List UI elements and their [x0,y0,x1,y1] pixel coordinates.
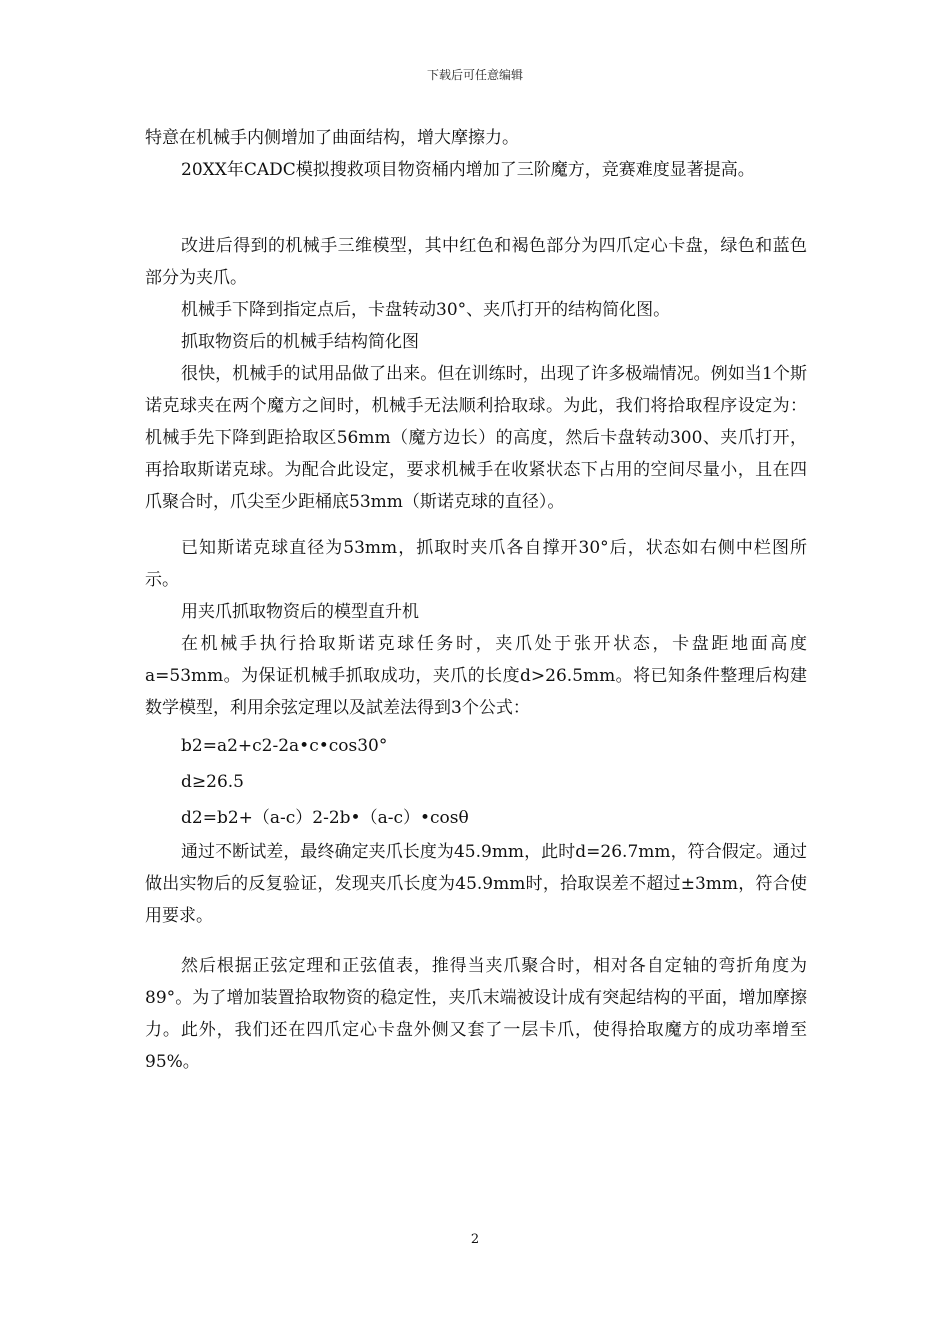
figure-caption-1: 机械手下降到指定点后，卡盘转动30°、夹爪打开的结构简化图。 [181,300,671,320]
paragraph-1: 特意在机械手内侧增加了曲面结构，增大摩擦力。 [145,128,519,148]
paragraph-6: 在机械手执行拾取斯诺克球任务时，夹爪处于张开状态，卡盘距地面高度a=53mm。为保证机械手抓取成功，夹爪的长度d>26.5mm。将已知条件整理后构建数学模型，利用余弦定理以及試差法得到3个公式： [145,634,807,718]
formula-1: b2=a2+c2-2a•c•cos30° [181,736,388,756]
paragraph-4: 很快，机械手的试用品做了出来。但在训练时，出现了许多极端情况。例如当1个斯诺克球夹在两个魔方之间时，机械手无法顺利拾取球。为此，我们将拾取程序设定为：机械手先下降到距拾取区56mm（魔方边长）的高度，然后卡盘转动300、夹爪打开，再拾取斯诺克球。为配合此设定，要求机械手在收紧状态下占用的空间尽量小，且在四爪聚合时，爪尖至少距桶底53mm（斯诺克球的直径）。 [145,364,807,512]
formula-2: d≥26.5 [181,772,244,792]
document-body [145,122,807,1078]
paragraph-2: 20XX年CADC模拟搜救项目物资桶内增加了三阶魔方，竞赛难度显著提高。 [181,160,755,180]
spacer [145,186,807,230]
figure-caption-3: 用夹爪抓取物资后的模型直升机 [181,602,419,622]
figure-caption-2: 抓取物资后的机械手结构简化图 [181,332,419,352]
paragraph-5: 已知斯诺克球直径为53mm，抓取时夹爪各自撑开30°后，状态如右侧中栏图所示。 [145,538,807,590]
page-header: 下载后可任意编辑 [426,68,523,82]
paragraph-3: 改进后得到的机械手三维模型，其中红色和褐色部分为四爪定心卡盘，绿色和蓝色部分为夹爪。 [145,236,807,288]
spacer [145,932,807,950]
paragraph-8: 然后根据正弦定理和正弦值表，推得当夹爪聚合时，相对各自定轴的弯折角度为89°。为了增加装置拾取物资的稳定性，夹爪末端被设计成有突起结构的平面，增加摩擦力。此外，我们还在四爪定心卡盘外侧又套了一层卡爪，使得拾取魔方的成功率增至95%。 [145,956,807,1072]
paragraph-7: 通过不断试差，最终确定夹爪长度为45.9mm，此时d=26.7mm，符合假定。通过做出实物后的反复验证，发现夹爪长度为45.9mm时，拾取误差不超过±3mm，符合使用要求。 [145,842,807,926]
page-number: 2 [470,1232,480,1247]
formula-3: d2=b2+（a-c）2-2b•（a-c）•cosθ [181,808,469,828]
spacer [145,518,807,532]
